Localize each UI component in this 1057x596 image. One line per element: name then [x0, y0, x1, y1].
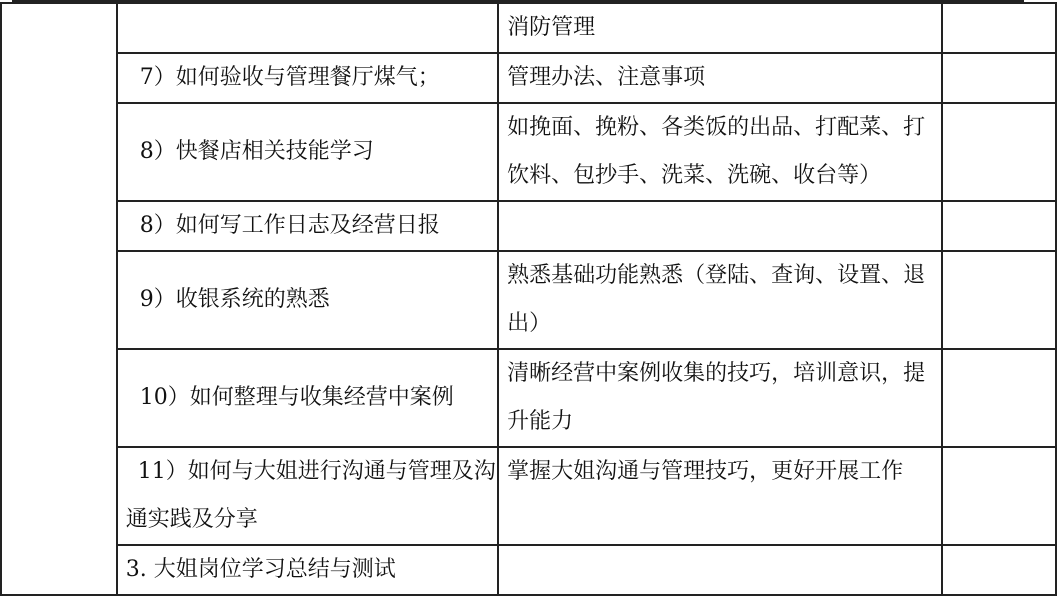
detail-cell: 熟悉基础功能熟悉（登陆、查询、设置、退出） [498, 251, 942, 349]
table-row [1, 53, 1056, 103]
note-cell [942, 201, 1056, 251]
table-row [1, 3, 1056, 53]
item-cell: 10）如何整理与收集经营中案例 [117, 349, 498, 447]
detail-cell: 管理办法、注意事项 [498, 53, 942, 103]
detail-cell [498, 447, 942, 545]
item-cell [117, 447, 498, 545]
table-row [1, 251, 1056, 349]
note-cell [942, 349, 1056, 447]
table-row [1, 349, 1056, 447]
table-row [1, 201, 1056, 251]
item-cell: 9）收银系统的熟悉 [117, 251, 498, 349]
section-heading-cell: 3. 大姐岗位学习总结与测试 [117, 545, 498, 595]
detail-cell: 如挽面、挽粉、各类饭的出品、打配菜、打饮料、包抄手、洗菜、洗碗、收台等） [498, 103, 942, 201]
note-cell [942, 103, 1056, 201]
table-row [1, 103, 1056, 201]
note-cell [942, 447, 1056, 545]
note-cell [942, 53, 1056, 103]
item-cell: 7）如何验收与管理餐厅煤气； [117, 53, 498, 103]
training-table [0, 2, 1057, 596]
note-cell [942, 251, 1056, 349]
detail-cell: 消防管理 [498, 3, 942, 53]
detail-cell: 清晰经营中案例收集的技巧，培训意识，提升能力 [498, 349, 942, 447]
detail-cell [498, 201, 942, 251]
stage-column-cell [1, 3, 117, 595]
note-cell [942, 3, 1056, 53]
table-row [1, 447, 1056, 545]
item-cell: 8）快餐店相关技能学习 [117, 103, 498, 201]
item-cell: 8）如何写工作日志及经营日报 [117, 201, 498, 251]
detail-text: 掌握大姐沟通与管理技巧，更好开展工作 [507, 459, 904, 484]
item-cell [117, 3, 498, 53]
item-text: 11）如何与大姐进行沟通与管理及沟通实践及分享 [125, 459, 496, 532]
